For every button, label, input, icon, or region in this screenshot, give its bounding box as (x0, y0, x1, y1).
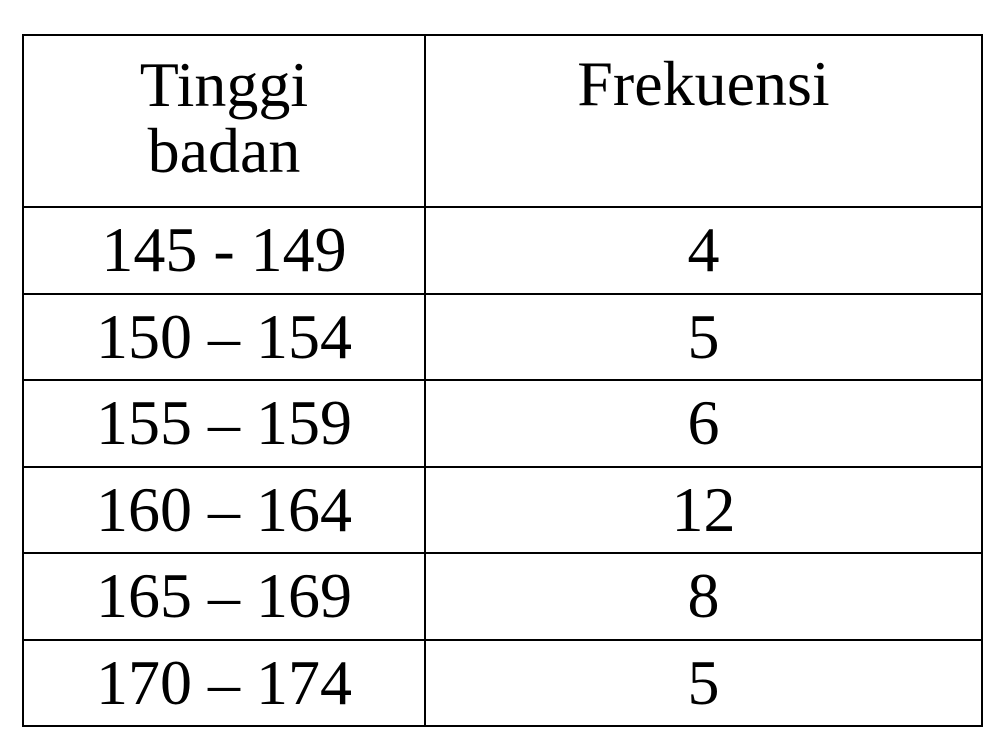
header-frequency (425, 35, 982, 207)
height-range-cell: 150 – 154 (23, 294, 425, 381)
header-frequency-label: Frekuensi (577, 48, 830, 119)
height-range-cell: 160 – 164 (23, 467, 425, 554)
frequency-cell: 4 (425, 207, 982, 294)
table-row (23, 640, 982, 727)
table-row (23, 467, 982, 554)
frequency-cell: 8 (425, 553, 982, 640)
frequency-table (22, 34, 983, 727)
frequency-cell: 5 (425, 640, 982, 727)
height-range-cell: 145 - 149 (23, 207, 425, 294)
table-row (23, 380, 982, 467)
frequency-cell: 5 (425, 294, 982, 381)
height-range-cell: 155 – 159 (23, 380, 425, 467)
table-row (23, 207, 982, 294)
height-range-cell: 170 – 174 (23, 640, 425, 727)
frequency-cell: 6 (425, 380, 982, 467)
frequency-cell: 12 (425, 467, 982, 554)
table-row (23, 294, 982, 381)
table-row (23, 553, 982, 640)
table-header-row (23, 35, 982, 207)
header-height-label: Tinggi badan (139, 49, 309, 186)
header-height (23, 35, 425, 207)
height-range-cell: 165 – 169 (23, 553, 425, 640)
